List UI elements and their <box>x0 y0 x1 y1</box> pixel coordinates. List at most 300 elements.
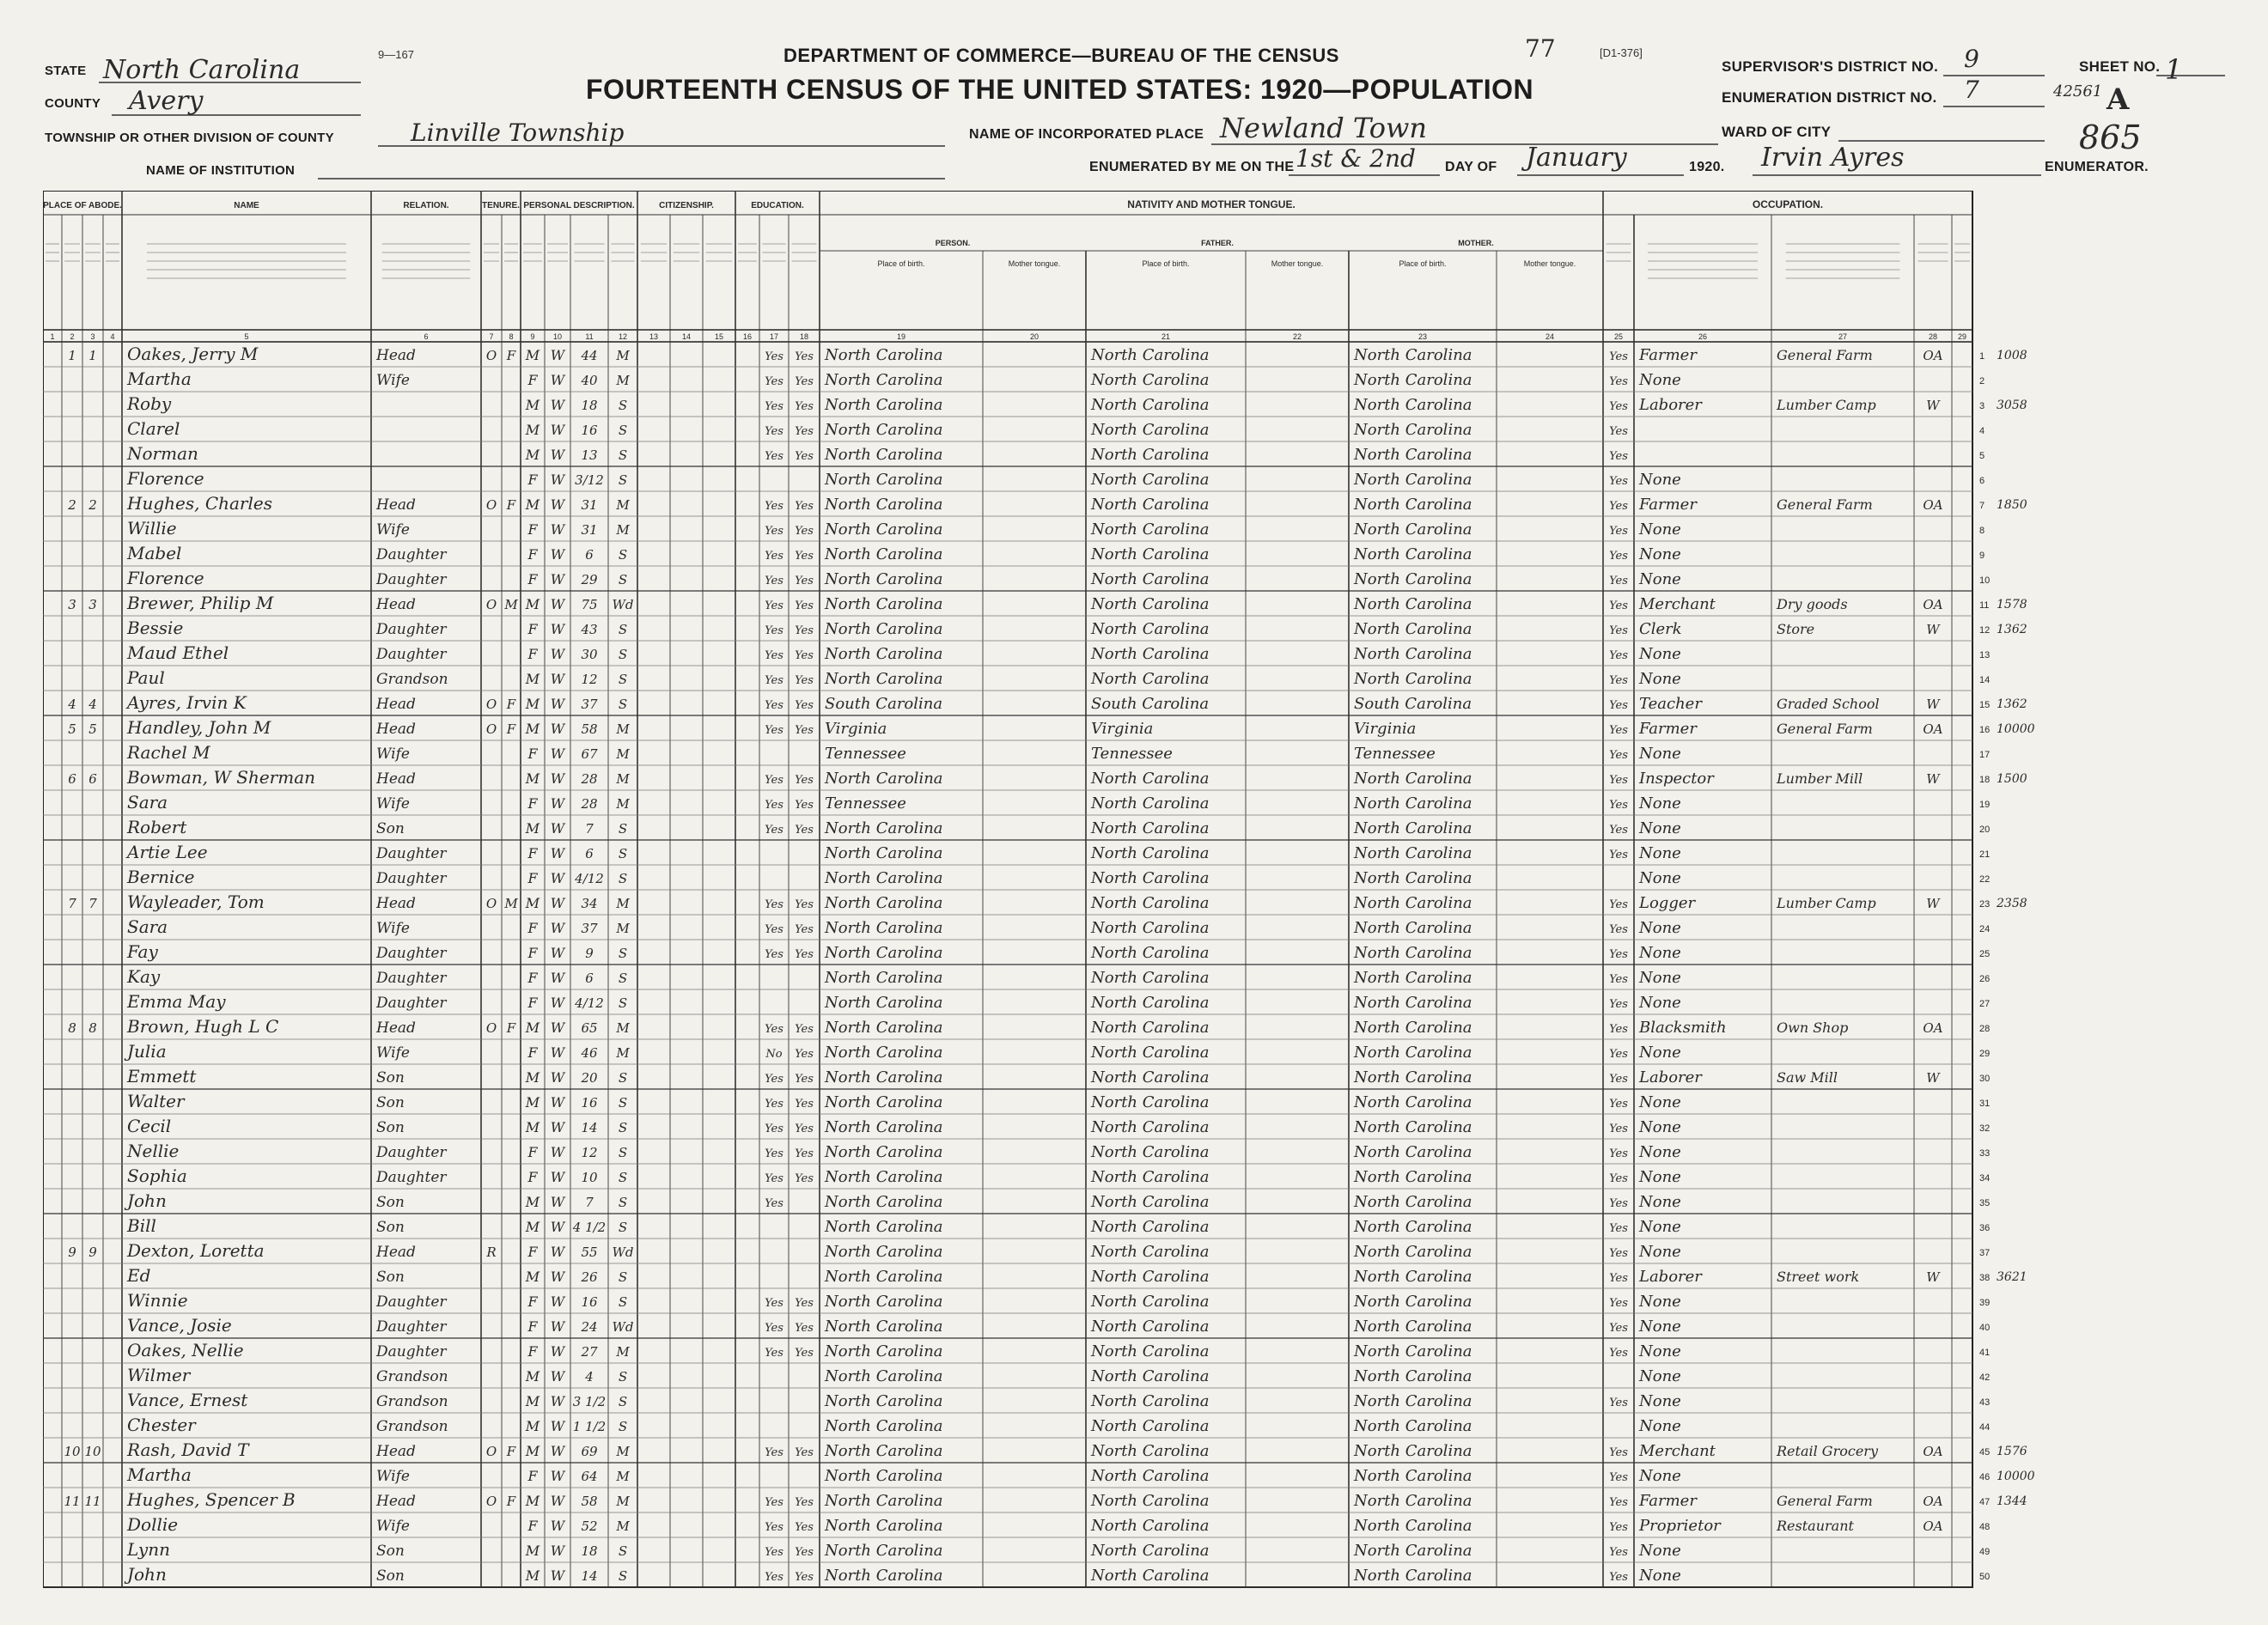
cell-race: W <box>550 696 565 712</box>
cell-ind: Street work <box>1777 1269 1860 1285</box>
cell-sex: M <box>525 1543 540 1559</box>
cell-fbp: North Carolina <box>1091 1068 1210 1086</box>
cell-write: Yes <box>795 1521 814 1534</box>
cell-mbp: North Carolina <box>1354 1044 1472 1062</box>
cell-eng: Yes <box>1609 1297 1628 1310</box>
column-number: 26 <box>1698 332 1708 341</box>
cell-race: W <box>550 1393 565 1409</box>
column-group-label: NATIVITY AND MOTHER TONGUE. <box>1127 198 1296 210</box>
column-number: 10 <box>552 332 563 341</box>
cell-ms: M <box>616 896 630 911</box>
cell-race: W <box>550 1244 565 1260</box>
cell-name: Kay <box>127 966 161 987</box>
cell-fbp: North Carolina <box>1091 371 1210 389</box>
cell-ms: M <box>616 1020 630 1036</box>
cell-mbp: North Carolina <box>1354 371 1472 389</box>
cell-eng: Yes <box>1609 724 1628 737</box>
cell-age: 64 <box>581 1469 598 1484</box>
cell-sex: M <box>525 1393 540 1409</box>
month-value: January <box>1526 143 1627 173</box>
margin-note: 3621 <box>1997 1270 2027 1284</box>
cell-ms: S <box>618 1220 628 1235</box>
cell-bp: North Carolina <box>825 1318 943 1336</box>
cell-bp: North Carolina <box>825 819 943 837</box>
line-number: 41 <box>1979 1348 1991 1358</box>
cell-bp: North Carolina <box>825 1118 943 1136</box>
cell-race: W <box>550 1543 565 1559</box>
cell-mbp: North Carolina <box>1354 1442 1472 1460</box>
cell-occ: None <box>1639 1044 1681 1062</box>
cell-occ: None <box>1639 745 1681 763</box>
cell-bp: North Carolina <box>825 471 943 489</box>
cell-rel: Wife <box>376 1044 410 1062</box>
cell-race: W <box>550 895 565 911</box>
cell-read: Yes <box>765 624 783 637</box>
cell-fbp: North Carolina <box>1091 869 1210 887</box>
form-number: 9—167 <box>378 48 414 61</box>
enumerated-day: 1st & 2nd <box>1296 144 1416 173</box>
cell-name: Bill <box>127 1215 156 1236</box>
cell-ms: S <box>618 971 628 986</box>
cell-bp: North Carolina <box>825 994 943 1012</box>
cell-mbp: North Carolina <box>1354 1243 1472 1261</box>
cell-occ: None <box>1639 1318 1681 1336</box>
cell-ms: S <box>618 1120 628 1135</box>
cell-ms: S <box>618 821 628 837</box>
column-number: 2 <box>70 332 75 341</box>
cell-race: W <box>550 1493 565 1509</box>
margin-note: 1578 <box>1997 598 2027 612</box>
cell-bp: North Carolina <box>825 1044 943 1062</box>
line-number: 40 <box>1979 1323 1991 1333</box>
cell-race: W <box>550 945 565 961</box>
cell-mbp: North Carolina <box>1354 545 1472 563</box>
cell-fbp: North Carolina <box>1091 471 1210 489</box>
cell-rel: Head <box>376 1244 416 1261</box>
cell-age: 55 <box>581 1245 598 1260</box>
cell-fam: 6 <box>88 771 97 787</box>
cell-ms: M <box>616 522 630 538</box>
cell-occ: Merchant <box>1639 1442 1716 1460</box>
cell-bp: North Carolina <box>825 595 943 613</box>
cell-write: Yes <box>795 500 814 513</box>
cell-age: 4/12 <box>575 995 604 1011</box>
cell-race: W <box>550 820 565 837</box>
cell-mbp: North Carolina <box>1354 1367 1472 1385</box>
cell-dw: 8 <box>68 1020 76 1036</box>
cell-eng: Yes <box>1609 1247 1628 1260</box>
cell-occ: Farmer <box>1639 496 1697 514</box>
cell-race: W <box>550 995 565 1011</box>
cell-age: 16 <box>581 1294 598 1310</box>
cell-ms: S <box>618 1369 628 1385</box>
cell-fam: 7 <box>88 896 97 911</box>
cell-name: Dollie <box>127 1514 179 1535</box>
cell-bp: North Carolina <box>825 1293 943 1311</box>
line-number: 28 <box>1979 1024 1991 1034</box>
cell-bp: Virginia <box>825 720 887 738</box>
cell-sex: F <box>527 1144 538 1160</box>
cell-race: W <box>550 1443 565 1459</box>
line-number: 25 <box>1979 949 1991 959</box>
line-number: 8 <box>1979 526 1985 536</box>
cell-age: 37 <box>581 697 598 712</box>
cell-occ: None <box>1639 520 1681 539</box>
cell-sex: M <box>525 1119 540 1135</box>
cell-mbp: North Carolina <box>1354 520 1472 539</box>
cell-own: O <box>485 597 497 612</box>
cell-name: Vance, Josie <box>127 1315 232 1336</box>
cell-race: W <box>550 1468 565 1484</box>
column-number: 24 <box>1545 332 1555 341</box>
line-number: 45 <box>1979 1447 1991 1458</box>
cell-name: John <box>127 1564 167 1585</box>
header-rules <box>0 0 2268 191</box>
cell-occ: None <box>1639 969 1681 987</box>
column-number: 6 <box>424 332 429 341</box>
cell-occ: None <box>1639 1243 1681 1261</box>
cell-bp: North Carolina <box>825 1542 943 1560</box>
cell-eng: Yes <box>1609 749 1628 762</box>
cell-age: 29 <box>581 572 598 587</box>
cell-eng: Yes <box>1609 699 1628 712</box>
cell-write: Yes <box>795 425 814 438</box>
cell-race: W <box>550 1318 565 1335</box>
cell-name: Paul <box>127 667 165 688</box>
cell-mbp: North Carolina <box>1354 1542 1472 1560</box>
cell-bp: North Carolina <box>825 1392 943 1410</box>
cell-age: 18 <box>581 1543 598 1559</box>
cell-sex: F <box>527 1169 538 1185</box>
cell-eng: Yes <box>1609 1397 1628 1409</box>
cell-age: 3/12 <box>575 472 604 488</box>
cell-occ: None <box>1639 819 1681 837</box>
cell-sex: F <box>527 372 538 388</box>
cell-sex: M <box>525 397 540 413</box>
cell-race: W <box>550 721 565 737</box>
cell-name: Chester <box>127 1415 196 1435</box>
cell-occ: None <box>1639 1467 1681 1485</box>
cell-occ: Merchant <box>1639 595 1716 613</box>
column-number: 17 <box>769 332 779 341</box>
cell-occ: Clerk <box>1639 620 1682 638</box>
incorporated-label: NAME OF INCORPORATED PLACE <box>969 127 1204 142</box>
cell-name: Norman <box>127 443 198 464</box>
cell-name: Emma May <box>127 991 226 1012</box>
cell-name: Fay <box>127 941 158 962</box>
cell-rel: Son <box>376 1567 405 1585</box>
cell-sex: F <box>527 1293 538 1310</box>
cell-rel: Head <box>376 1493 416 1510</box>
cell-ms: S <box>618 697 628 712</box>
ward-label: WARD OF CITY <box>1722 124 1832 140</box>
column-group-label: OCCUPATION. <box>1752 198 1824 210</box>
cell-ms: S <box>618 1145 628 1160</box>
cell-fbp: North Carolina <box>1091 1567 1210 1585</box>
cell-rel: Son <box>376 1219 405 1236</box>
line-number: 24 <box>1979 924 1991 934</box>
cell-eng: Yes <box>1609 450 1628 463</box>
cell-sex: F <box>527 995 538 1011</box>
line-number: 44 <box>1979 1422 1991 1433</box>
cell-fam: 9 <box>88 1245 97 1260</box>
cell-dw: 1 <box>68 348 76 363</box>
column-number: 23 <box>1418 332 1428 341</box>
line-number: 18 <box>1979 775 1991 785</box>
cell-ms: S <box>618 398 628 413</box>
cell-bp: North Carolina <box>825 371 943 389</box>
cell-rel: Daughter <box>376 995 447 1012</box>
cell-rel: Daughter <box>376 945 447 962</box>
cell-eng: Yes <box>1609 1571 1628 1584</box>
cell-read: Yes <box>765 375 783 388</box>
cell-ind: General Farm <box>1777 347 1873 363</box>
cell-sex: F <box>527 646 538 662</box>
line-number: 17 <box>1979 750 1991 760</box>
cell-bp: North Carolina <box>825 1442 943 1460</box>
cell-ind: General Farm <box>1777 721 1873 737</box>
cell-eng: Yes <box>1609 1147 1628 1160</box>
cell-age: 75 <box>581 597 598 612</box>
cell-eng: Yes <box>1609 1347 1628 1360</box>
cell-read: Yes <box>765 1023 783 1036</box>
cell-name: Rachel M <box>127 742 210 763</box>
cell-read: Yes <box>765 724 783 737</box>
cell-name: Wayleader, Tom <box>127 892 265 912</box>
cell-own: O <box>485 1494 497 1509</box>
line-number: 43 <box>1979 1397 1991 1408</box>
cell-occ: None <box>1639 645 1681 663</box>
cell-own: O <box>485 896 497 911</box>
cell-ms: S <box>618 1170 628 1185</box>
census-title: FOURTEENTH CENSUS OF THE UNITED STATES: 1920—POPULATION <box>586 74 1534 105</box>
cell-ms: Wd <box>612 1245 634 1260</box>
cell-fam: 3 <box>88 597 97 612</box>
cell-fbp: North Carolina <box>1091 421 1210 439</box>
cell-name: John <box>127 1190 167 1211</box>
cell-ms: S <box>618 572 628 587</box>
cell-fm: F <box>506 1020 516 1036</box>
cell-bp: North Carolina <box>825 1093 943 1111</box>
cell-race: W <box>550 646 565 662</box>
cell-read: Yes <box>765 450 783 463</box>
cell-name: Brown, Hugh L C <box>127 1016 279 1037</box>
cell-occ: None <box>1639 869 1681 887</box>
cell-dw: 2 <box>68 497 76 513</box>
cell-sex: F <box>527 870 538 886</box>
cell-mbp: North Carolina <box>1354 396 1472 414</box>
cell-fbp: North Carolina <box>1091 1517 1210 1535</box>
cell-age: 46 <box>581 1045 598 1061</box>
cell-sex: M <box>525 422 540 438</box>
column-group-label: TENURE. <box>482 201 520 210</box>
cell-fbp: North Carolina <box>1091 446 1210 464</box>
cell-fbp: North Carolina <box>1091 1542 1210 1560</box>
cell-rel: Wife <box>376 920 410 937</box>
cell-sex: M <box>525 1069 540 1086</box>
cell-fm: F <box>506 721 516 737</box>
cell-mbp: North Carolina <box>1354 1567 1472 1585</box>
cell-age: 65 <box>581 1020 598 1036</box>
cell-rel: Wife <box>376 1468 410 1485</box>
cell-sex: M <box>525 770 540 787</box>
cell-occ: None <box>1639 545 1681 563</box>
cell-ms: S <box>618 622 628 637</box>
cell-ms: S <box>618 647 628 662</box>
cell-fbp: North Carolina <box>1091 1243 1210 1261</box>
cell-age: 10 <box>581 1170 598 1185</box>
cell-eng: Yes <box>1609 400 1628 413</box>
cell-name: Ed <box>127 1265 151 1286</box>
cell-race: W <box>550 1343 565 1360</box>
cell-bp: North Carolina <box>825 1567 943 1585</box>
cell-ms: M <box>616 348 630 363</box>
cell-fbp: North Carolina <box>1091 396 1210 414</box>
line-number: 37 <box>1979 1248 1991 1258</box>
cell-ms: S <box>618 672 628 687</box>
nativity-subgroup-label: MOTHER. <box>1458 239 1494 247</box>
cell-name: Clarel <box>127 418 180 439</box>
enumerator-label: ENUMERATOR. <box>2045 160 2149 174</box>
margin-note: 2358 <box>1997 897 2027 910</box>
cell-race: W <box>550 970 565 986</box>
cell-dw: 10 <box>64 1444 81 1459</box>
line-number: 48 <box>1979 1522 1991 1532</box>
line-number: 4 <box>1979 426 1985 436</box>
cell-write: Yes <box>795 923 814 936</box>
enumeration-label: ENUMERATION DISTRICT NO. <box>1722 89 1937 106</box>
cell-bp: North Carolina <box>825 770 943 788</box>
cell-write: Yes <box>795 824 814 837</box>
cell-eng: Yes <box>1609 824 1628 837</box>
line-number: 6 <box>1979 476 1985 486</box>
township-value: Linville Township <box>411 119 625 147</box>
cell-fbp: Tennessee <box>1091 745 1173 763</box>
cell-occ: Inspector <box>1639 770 1714 788</box>
nativity-subgroup-label: PERSON. <box>935 239 971 247</box>
cell-ms: M <box>616 497 630 513</box>
cell-read: Yes <box>765 1197 783 1210</box>
column-group-label: EDUCATION. <box>751 201 804 210</box>
cell-mbp: North Carolina <box>1354 1268 1472 1286</box>
column-number: 20 <box>1029 332 1040 341</box>
cell-rel: Daughter <box>376 1144 447 1161</box>
cell-ms: S <box>618 1294 628 1310</box>
cell-ms: M <box>616 1518 630 1534</box>
cell-name: Sara <box>127 916 168 937</box>
cell-age: 27 <box>581 1344 598 1360</box>
column-number: 5 <box>244 332 249 341</box>
cell-bp: North Carolina <box>825 1268 943 1286</box>
cell-occ: None <box>1639 1417 1681 1435</box>
cell-age: 67 <box>581 746 598 762</box>
cell-fbp: North Carolina <box>1091 545 1210 563</box>
line-number: 49 <box>1979 1547 1991 1557</box>
cell-occ: None <box>1639 1542 1681 1560</box>
cell-rel: Daughter <box>376 1318 447 1336</box>
cell-write: Yes <box>795 799 814 812</box>
line-number: 20 <box>1979 825 1991 835</box>
cell-occ: Logger <box>1639 894 1696 912</box>
cell-age: 34 <box>581 896 598 911</box>
cell-rel: Head <box>376 1443 416 1460</box>
cell-eng: Yes <box>1609 973 1628 986</box>
column-group-label: NAME <box>234 201 259 210</box>
cell-mbp: North Carolina <box>1354 1467 1472 1485</box>
cell-sex: M <box>525 347 540 363</box>
cell-occ: None <box>1639 1093 1681 1111</box>
cell-fbp: North Carolina <box>1091 1218 1210 1236</box>
cell-read: Yes <box>765 599 783 612</box>
cell-name: Winnie <box>127 1290 188 1311</box>
column-group-label: RELATION. <box>403 201 449 210</box>
cell-eng: Yes <box>1609 1123 1628 1135</box>
cell-name: Ayres, Irvin K <box>127 692 247 713</box>
cell-name: Artie Lee <box>127 842 208 862</box>
cell-bp: North Carolina <box>825 1243 943 1261</box>
cell-read: Yes <box>765 923 783 936</box>
cell-sex: F <box>527 746 538 762</box>
cell-occ: Laborer <box>1639 396 1702 414</box>
cell-fbp: North Carolina <box>1091 1342 1210 1360</box>
cell-bp: North Carolina <box>825 1342 943 1360</box>
line-number: 7 <box>1979 501 1985 511</box>
cell-race: W <box>550 621 565 637</box>
cell-mbp: South Carolina <box>1354 695 1472 713</box>
cell-fm: F <box>506 1494 516 1509</box>
margin-note: 1850 <box>1997 498 2027 512</box>
cell-race: W <box>550 1567 565 1584</box>
cell-age: 43 <box>581 622 598 637</box>
cell-fbp: North Carolina <box>1091 1492 1210 1510</box>
cell-mbp: North Carolina <box>1354 1168 1472 1186</box>
cell-rel: Son <box>376 1194 405 1211</box>
cell-age: 16 <box>581 423 598 438</box>
cell-fbp: North Carolina <box>1091 1118 1210 1136</box>
cell-ms: Wd <box>612 597 634 612</box>
cell-rel: Head <box>376 770 416 788</box>
cell-write: Yes <box>795 599 814 612</box>
cell-write: Yes <box>795 350 814 363</box>
county-value: Avery <box>129 86 204 116</box>
cell-read: Yes <box>765 550 783 563</box>
cell-fbp: North Carolina <box>1091 1168 1210 1186</box>
cell-read: Yes <box>765 898 783 911</box>
column-number: 12 <box>618 332 628 341</box>
cell-rel: Son <box>376 1269 405 1286</box>
township-label: TOWNSHIP OR OTHER DIVISION OF COUNTY <box>45 131 334 145</box>
line-number: 14 <box>1979 675 1991 685</box>
cell-occ: Laborer <box>1639 1268 1702 1286</box>
cell-fbp: North Carolina <box>1091 570 1210 588</box>
cell-sex: M <box>525 1567 540 1584</box>
cell-cls: OA <box>1923 348 1943 363</box>
cell-ms: M <box>616 1344 630 1360</box>
cell-occ: None <box>1639 1293 1681 1311</box>
cell-ms: S <box>618 871 628 886</box>
cell-age: 26 <box>581 1269 598 1285</box>
cell-race: W <box>550 1119 565 1135</box>
cell-sex: F <box>527 521 538 538</box>
cell-bp: North Carolina <box>825 1492 943 1510</box>
cell-eng: Yes <box>1609 1197 1628 1210</box>
nativity-column-label: Place of birth. <box>877 259 925 268</box>
nativity-column-label: Place of birth. <box>1399 259 1447 268</box>
cell-read: No <box>765 1048 783 1061</box>
cell-rel: Daughter <box>376 870 447 887</box>
cell-cls: W <box>1926 622 1940 637</box>
cell-fam: 11 <box>84 1494 101 1509</box>
